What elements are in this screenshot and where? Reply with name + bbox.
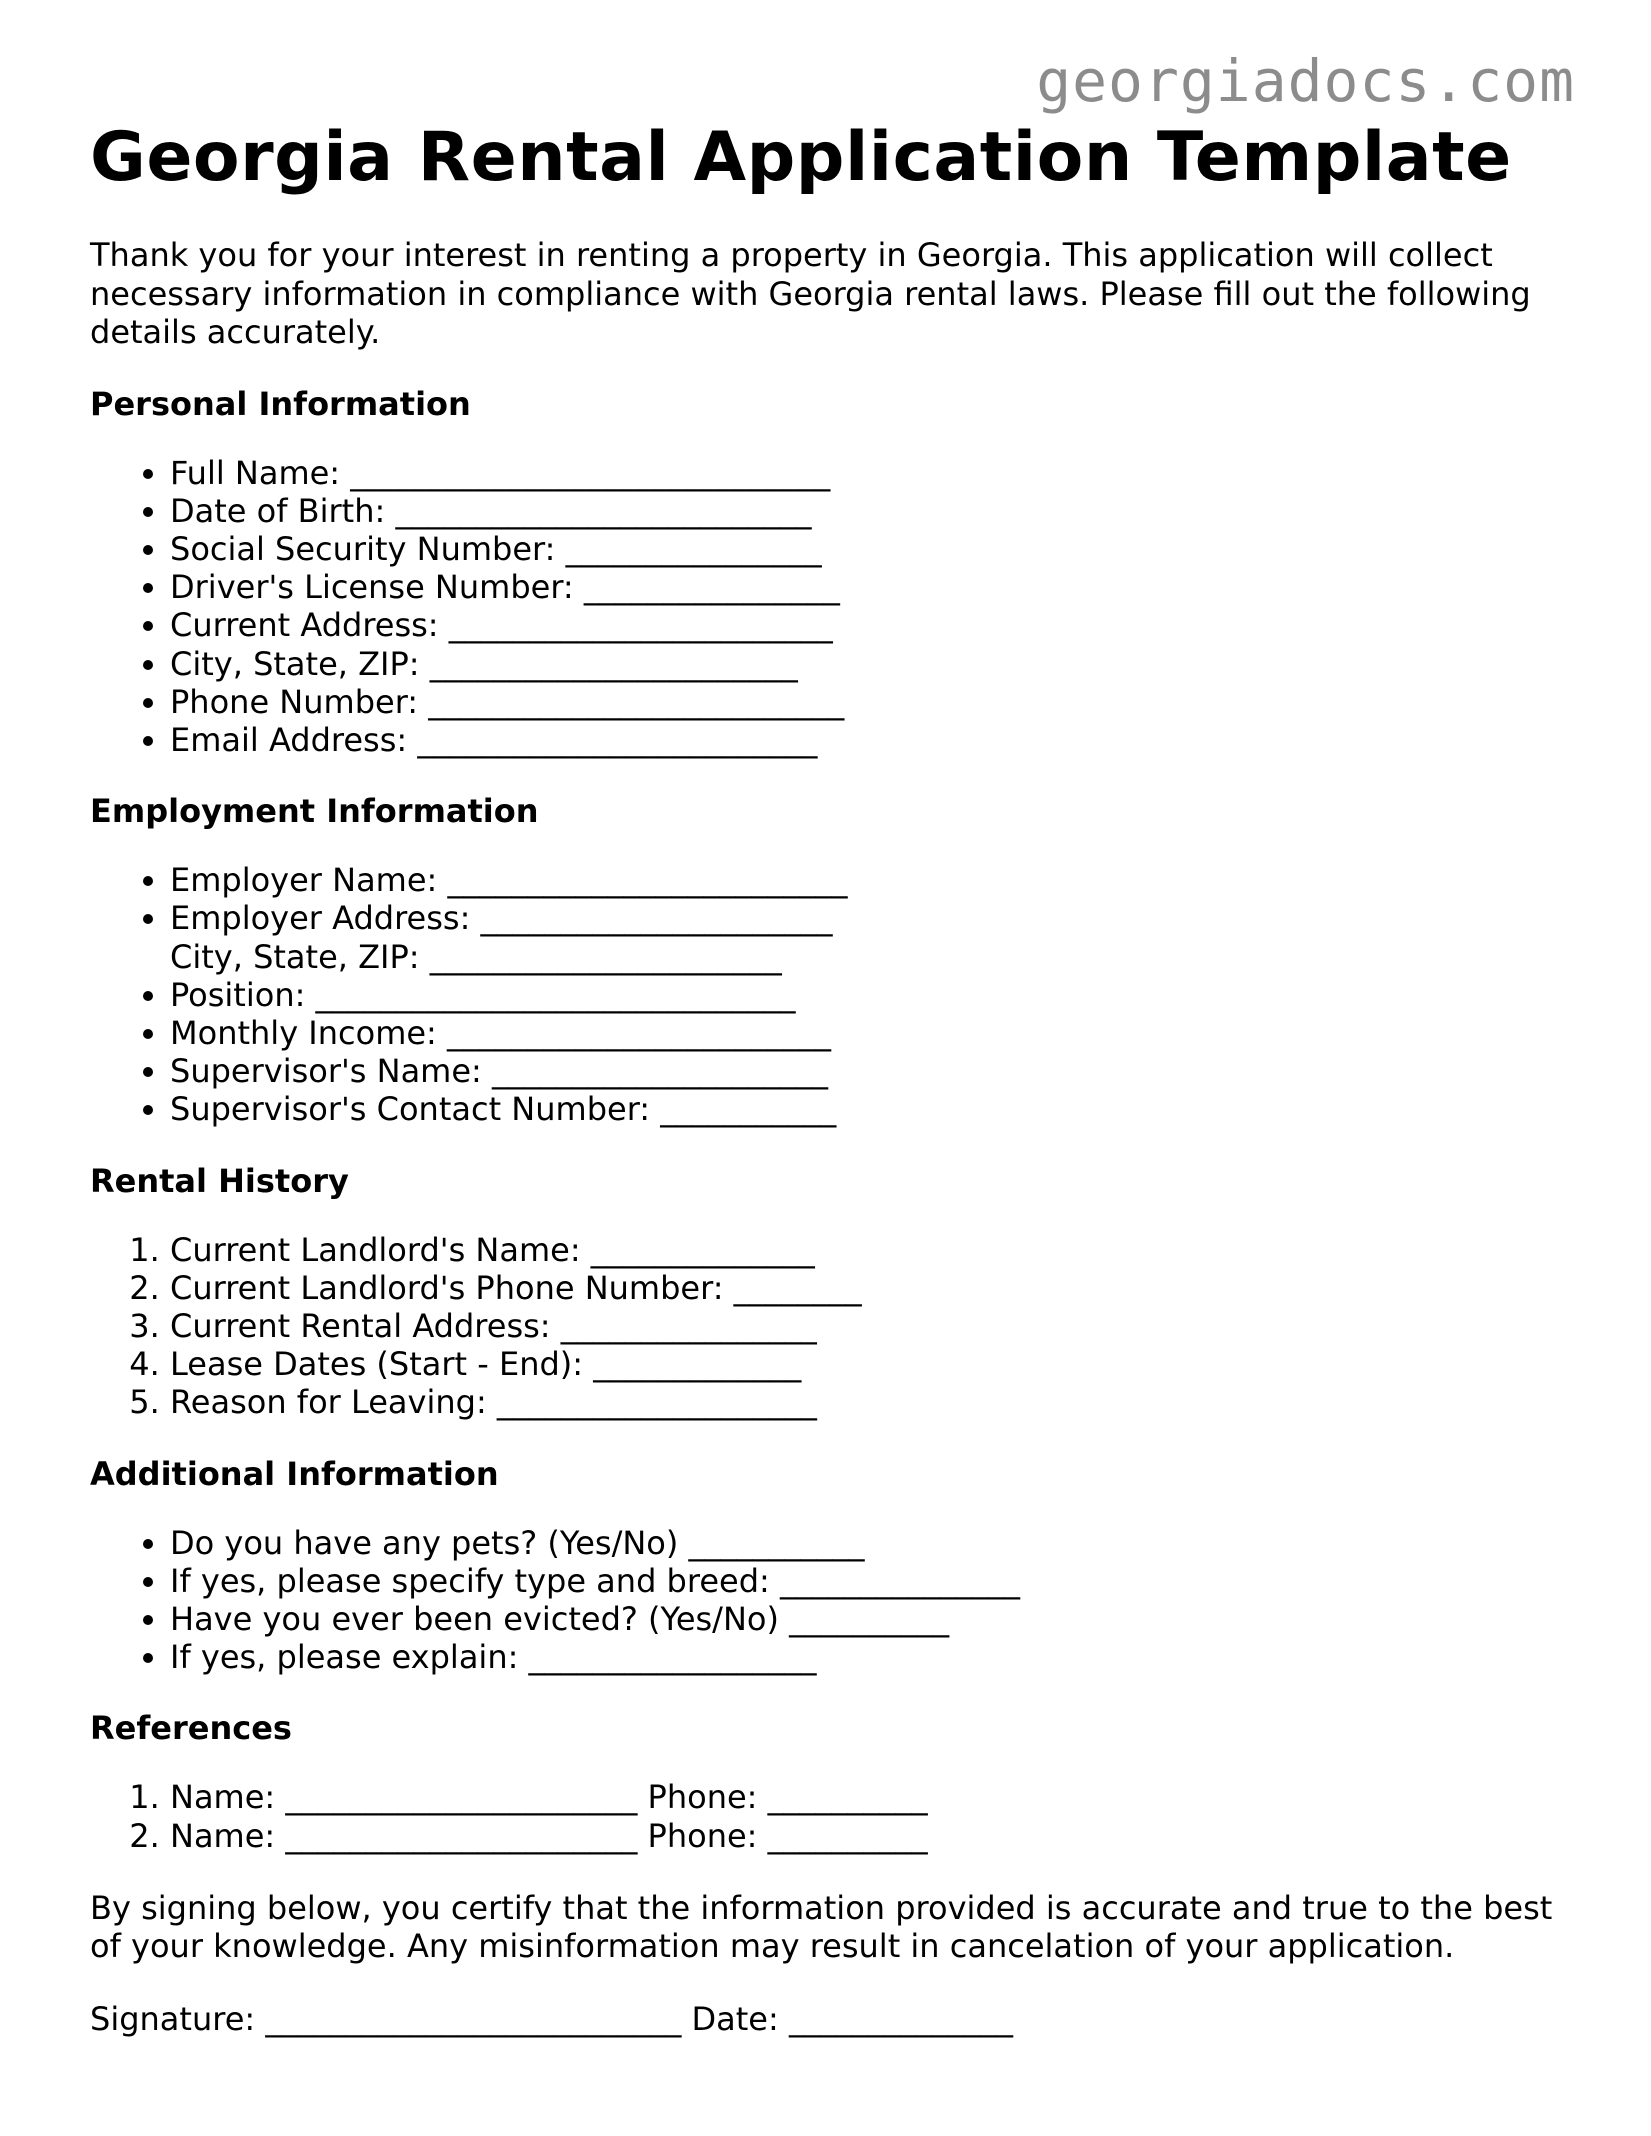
list-item: • Employer Address: ______________________: [170, 899, 1570, 937]
list-item: City, State, ZIP: ______________________: [170, 937, 782, 976]
employment-heading: Employment Information: [90, 792, 539, 831]
list-item: • Driver's License Number: ________________: [170, 568, 1570, 606]
list-item: • Have you ever been evicted? (Yes/No) __________: [170, 1600, 1570, 1638]
rental-heading: Rental History: [90, 1161, 349, 1200]
intro-paragraph: Thank you for your interest in renting a property in Georgia. This application will collect necessary information in compliance with Georgia rental laws. Please fill out the following details accurately.: [90, 236, 1531, 351]
signature-line: Signature: __________________________ Date: ______________: [90, 1999, 1013, 2038]
watermark: georgiadocs.com: [1036, 47, 1575, 115]
page-title: Georgia Rental Application Template: [90, 118, 1512, 197]
list-item: 2. Name: ______________________ Phone: __________: [170, 1817, 1570, 1855]
list-item: • Supervisor's Contact Number: ___________: [170, 1090, 1570, 1128]
list-item: • If yes, please explain: __________________: [170, 1638, 1570, 1676]
employment-list: [90, 861, 1570, 1128]
list-item: • If yes, please specify type and breed: _______________: [170, 1562, 1570, 1600]
list-item: • City, State, ZIP: _______________________: [170, 645, 1570, 683]
list-item: • Date of Birth: __________________________: [170, 492, 1570, 530]
list-item: • Supervisor's Name: _____________________: [170, 1052, 1570, 1090]
list-item: 2. Current Landlord's Phone Number: ________: [170, 1269, 1570, 1307]
references-list: [90, 1778, 1570, 1854]
personal-heading: Personal Information: [90, 384, 471, 423]
list-item: 1. Name: ______________________ Phone: __________: [170, 1778, 1570, 1816]
list-item: • Email Address: _________________________: [170, 721, 1570, 759]
list-item: • Full Name: ______________________________: [170, 454, 1570, 492]
list-item: 5. Reason for Leaving: ____________________: [170, 1383, 1570, 1421]
document-body: [90, 118, 1570, 2038]
certification-paragraph: By signing below, you certify that the information provided is accurate and true to the best of your knowledge. Any misinformation may result in cancelation of your application.: [90, 1888, 1553, 1966]
list-item: • Current Address: ________________________: [170, 606, 1570, 644]
list-item: 1. Current Landlord's Name: ______________: [170, 1231, 1570, 1269]
additional-heading: Additional Information: [90, 1454, 499, 1493]
additional-list: [90, 1524, 1570, 1677]
list-item: • Social Security Number: ________________: [170, 530, 1570, 568]
list-item: • Phone Number: __________________________: [170, 683, 1570, 721]
personal-list: [90, 454, 1570, 760]
list-item: 3. Current Rental Address: ________________: [170, 1307, 1570, 1345]
list-item: • Position: ______________________________: [170, 976, 1570, 1014]
references-heading: References: [90, 1709, 292, 1748]
list-item: • Employer Name: _________________________: [170, 861, 1570, 899]
rental-list: [90, 1231, 1570, 1422]
list-item: • Do you have any pets? (Yes/No) ___________: [170, 1524, 1570, 1562]
list-item: • Monthly Income: ________________________: [170, 1014, 1570, 1052]
list-item: 4. Lease Dates (Start - End): _____________: [170, 1345, 1570, 1383]
